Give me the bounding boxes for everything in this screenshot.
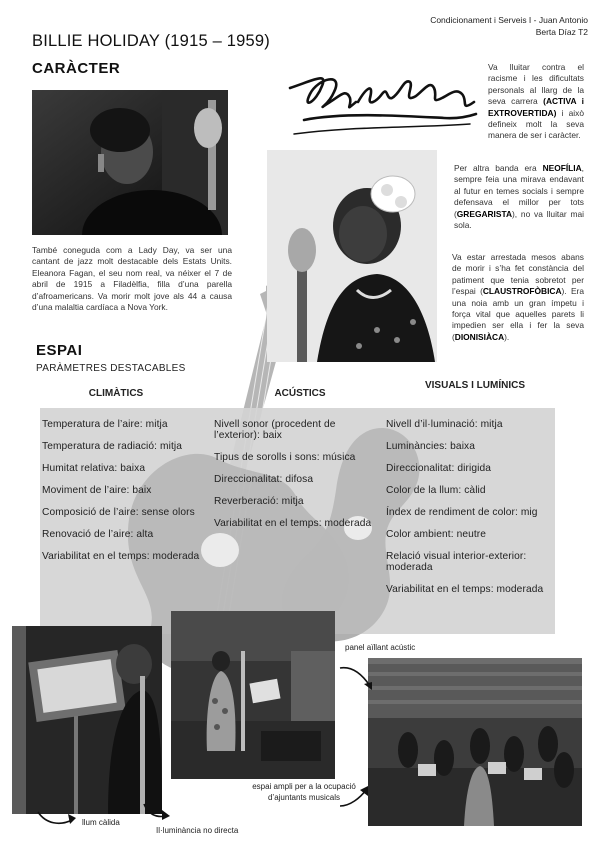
list-item: Nivell sonor (procedent de l’exterior): baix xyxy=(214,419,336,441)
trait-dionisiaca: DIONISIÀCA xyxy=(454,331,505,342)
photo-singer-flower xyxy=(267,150,437,362)
photo-jazz-band xyxy=(368,658,582,826)
photo-singer-rehearsal xyxy=(171,611,335,779)
list-item: Relació visual interior-exterior: moderada xyxy=(386,551,527,573)
caracter-intro: També coneguda com a Lady Day, va ser una cantant de jazz molt destacable dels Estats Units. Eleanora Fagan, el seu nom real, va néixer el 7 de abril de 1915 a Filadèlfia, filla d’una parella d’afroamericans. Va morir molt jove als 44 a causa d’una malaltia cardíaca a Nova York. xyxy=(32,245,232,313)
list-item: Variabilitat en el temps: moderada xyxy=(214,518,372,529)
list-climatics xyxy=(42,419,202,573)
list-item: Nivell d’il·luminació: mitja xyxy=(386,419,503,430)
list-item: Humitat relativa: baixa xyxy=(42,463,146,474)
list-item: Color de la llum: càlid xyxy=(386,485,486,496)
arrow-icon xyxy=(336,786,372,810)
column-title-climatics: CLIMÀTICS xyxy=(88,388,144,399)
trait-activa-extrovertida: (ACTIVA i EXTROVERTIDA) xyxy=(488,96,584,118)
column-title-acustics: ACÚSTICS xyxy=(274,388,326,399)
list-visuals xyxy=(386,419,554,606)
list-item: Direccionalitat: dirigida xyxy=(386,463,491,474)
list-item: Temperatura de radiació: mitja xyxy=(42,441,183,452)
caption-space: espai ampli per a la ocupació d’ajuntants musicals xyxy=(252,782,356,802)
list-item: Direccionalitat: difosa xyxy=(214,474,314,485)
list-item: Renovació de l’aire: alta xyxy=(42,529,154,540)
header-info xyxy=(368,14,588,38)
trait-claustrofobica: CLAUSTROFÒBICA xyxy=(482,286,562,297)
page-title: BILLIE HOLIDAY (1915 – 1959) xyxy=(32,32,270,50)
list-item: Temperatura de l’aire: mitja xyxy=(42,419,168,430)
list-acustics xyxy=(214,419,382,540)
column-title-visuals: VISUALS I LUMÍNICS xyxy=(424,380,525,391)
list-item: Variabilitat en el temps: moderada xyxy=(386,584,544,595)
list-item: Composició de l’aire: sense olors xyxy=(42,507,195,518)
caracter-paragraph-1: Va lluitar contra el racisme i les dificultats personals al llarg de la seva carrera (ACTIVA i EXTROVERTIDA) i això defineix molt la seva manera de ser i caràcter. xyxy=(488,62,584,141)
caracter-paragraph-3: Va estar arrestada mesos abans de morir i s’ha fet constància del patiment que tenia sobretot per l’espai (CLAUSTROFÒBICA). Era una noia amb un gran ímpetu i força vital que aquelles parets li impedien ser ella i fer la seva (DIONISIÀCA). xyxy=(452,252,584,342)
signature-image xyxy=(284,58,480,144)
header-authors: Berta Díaz T2 xyxy=(535,27,588,37)
trait-neofilia: NEOFÍLIA xyxy=(542,163,582,173)
list-item: Moviment de l’aire: baix xyxy=(42,485,152,496)
list-item: Reverberació: mitja xyxy=(214,496,304,507)
list-item: Luminàncies: baixa xyxy=(386,441,476,452)
photo-singer-microphone xyxy=(32,90,228,235)
espai-subheading: PARÀMETRES DESTACABLES xyxy=(36,363,186,374)
list-item: Índex de rendiment de color: mig xyxy=(386,507,538,518)
caption-illuminance: Il·luminància no directa xyxy=(156,826,239,835)
arrow-icon xyxy=(142,802,172,822)
caption-light: llum càlida xyxy=(82,818,120,827)
header-subject: Condicionament i Serveis I - Juan Antonio xyxy=(430,15,588,25)
list-item: Variabilitat en el temps: moderada xyxy=(42,551,200,562)
arrow-icon xyxy=(336,662,376,692)
caracter-paragraph-2: Per altra banda era NEOFÍLIA, sempre feia una mirava endavant al futur en temes socials i sempre defensava el millor per tots (GREGARISTA), no va lluitar mai sola. xyxy=(454,163,584,231)
espai-heading: ESPAI xyxy=(36,342,83,359)
caption-panel: panel aïllant acústic xyxy=(345,643,416,652)
list-item: Color ambient: neutre xyxy=(386,529,487,540)
trait-gregarista: GREGARISTA xyxy=(456,208,513,219)
arrow-icon xyxy=(34,808,78,830)
list-item: Tipus de sorolls i sons: música xyxy=(214,452,356,463)
photo-recording-studio xyxy=(12,626,162,814)
caracter-heading: CARÀCTER xyxy=(32,60,121,77)
